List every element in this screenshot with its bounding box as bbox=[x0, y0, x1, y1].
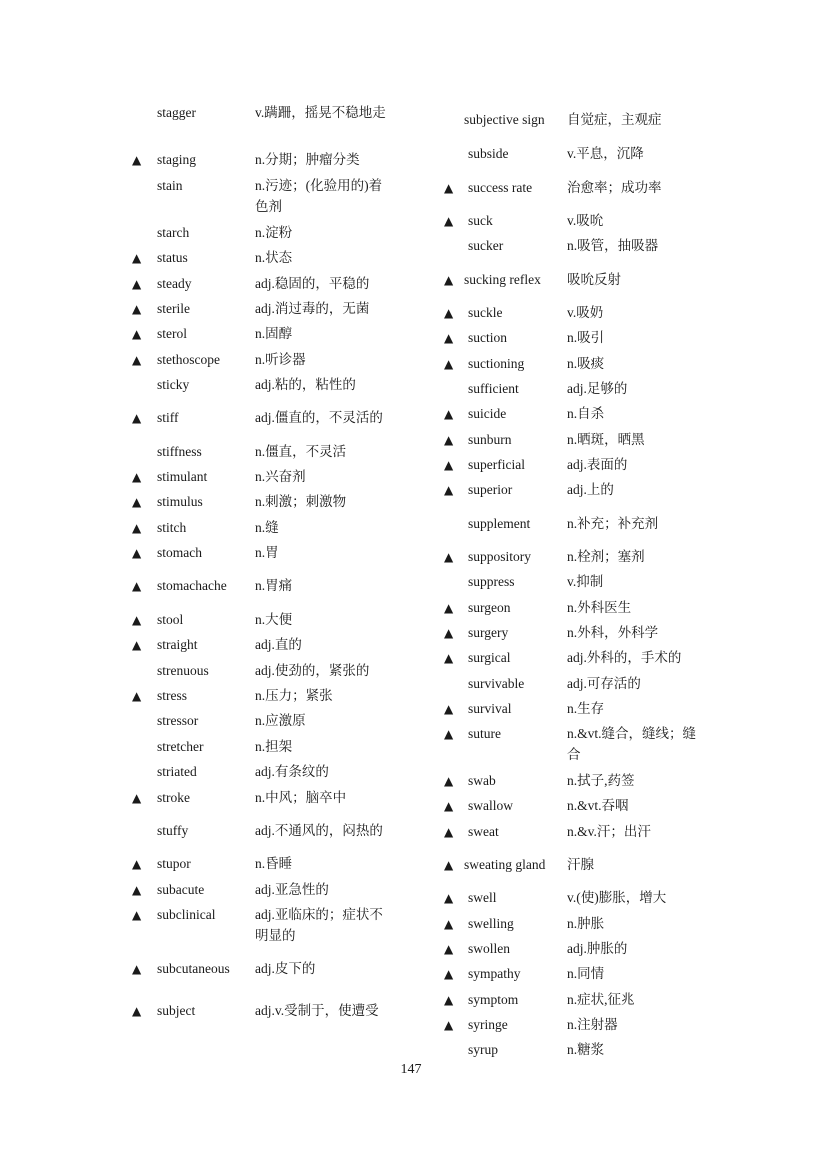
entry-term: stomach bbox=[157, 545, 202, 560]
entry-term: sufficient bbox=[468, 381, 519, 396]
triangle-marker-icon: ▲ bbox=[444, 181, 454, 195]
entry-definition: n.担架 bbox=[255, 739, 293, 754]
triangle-marker-icon: ▲ bbox=[132, 153, 142, 167]
triangle-marker-icon: ▲ bbox=[444, 483, 454, 497]
entry-definition: adj.可存活的 bbox=[567, 676, 641, 691]
entry-term: subjective sign bbox=[464, 112, 545, 127]
triangle-marker-icon: ▲ bbox=[132, 613, 142, 627]
entry-term: superior bbox=[468, 482, 513, 497]
entry-definition: v.吸吮 bbox=[567, 213, 604, 228]
triangle-marker-icon: ▲ bbox=[444, 458, 454, 472]
entry-definition: n.吸引 bbox=[567, 330, 605, 345]
entry-term: suppository bbox=[468, 549, 532, 564]
entry-definition: v.吸奶 bbox=[567, 305, 604, 320]
entry-term: stomachache bbox=[157, 578, 227, 593]
triangle-marker-icon: ▲ bbox=[132, 638, 142, 652]
entry-definition: n.&vt.缝合，缝线；缝合 bbox=[567, 726, 697, 762]
triangle-marker-icon: ▲ bbox=[132, 521, 142, 535]
entry-term: stiff bbox=[157, 410, 179, 425]
entry-term: sucking reflex bbox=[464, 272, 541, 287]
entry-definition: v.平息，沉降 bbox=[567, 146, 644, 161]
entry-term: swallow bbox=[468, 798, 513, 813]
entry-definition: adj.表面的 bbox=[567, 457, 628, 472]
entry-definition: adj.v.受制于，使遭受 bbox=[255, 1003, 379, 1018]
entry-definition: n.固醇 bbox=[255, 326, 293, 341]
triangle-marker-icon: ▲ bbox=[132, 546, 142, 560]
triangle-marker-icon: ▲ bbox=[132, 353, 142, 367]
entry-definition: n.外科医生 bbox=[567, 600, 632, 615]
triangle-marker-icon: ▲ bbox=[132, 1004, 142, 1018]
entry-definition: n.大便 bbox=[255, 612, 293, 627]
entry-definition: n.同情 bbox=[567, 966, 605, 981]
entry-definition: n.生存 bbox=[567, 701, 605, 716]
entry-term: sympathy bbox=[468, 966, 521, 981]
entry-definition: n.糖浆 bbox=[567, 1042, 605, 1057]
entry-term: strenuous bbox=[157, 663, 209, 678]
triangle-marker-icon: ▲ bbox=[132, 411, 142, 425]
entry-term: superficial bbox=[468, 457, 525, 472]
entry-term: sucker bbox=[468, 238, 504, 253]
triangle-marker-icon: ▲ bbox=[444, 825, 454, 839]
triangle-marker-icon: ▲ bbox=[444, 942, 454, 956]
entry-term: stupor bbox=[157, 856, 191, 871]
entry-term: stuffy bbox=[157, 823, 189, 838]
entry-term: survival bbox=[468, 701, 512, 716]
triangle-marker-icon: ▲ bbox=[444, 331, 454, 345]
triangle-marker-icon: ▲ bbox=[132, 883, 142, 897]
entry-term: swollen bbox=[468, 941, 510, 956]
entry-term: sticky bbox=[157, 377, 190, 392]
triangle-marker-icon: ▲ bbox=[132, 579, 142, 593]
entry-term: suppress bbox=[468, 574, 515, 589]
entry-definition: n.应激原 bbox=[255, 713, 306, 728]
entry-definition: n.中风；脑卒中 bbox=[255, 790, 347, 805]
entry-definition: n.肿胀 bbox=[567, 916, 605, 931]
entry-definition: 自觉症，主观症 bbox=[567, 112, 662, 127]
entry-term: suckle bbox=[468, 305, 503, 320]
entry-definition: n.昏睡 bbox=[255, 856, 293, 871]
triangle-marker-icon: ▲ bbox=[444, 774, 454, 788]
triangle-marker-icon: ▲ bbox=[132, 302, 142, 316]
triangle-marker-icon: ▲ bbox=[444, 306, 454, 320]
entry-term: swab bbox=[468, 773, 496, 788]
entry-definition: 汗腺 bbox=[567, 857, 594, 872]
entry-definition: adj.僵直的，不灵活的 bbox=[255, 410, 383, 425]
triangle-marker-icon: ▲ bbox=[444, 917, 454, 931]
entry-definition: n.&v.汗；出汗 bbox=[567, 824, 651, 839]
triangle-marker-icon: ▲ bbox=[444, 273, 454, 287]
entry-term: symptom bbox=[468, 992, 519, 1007]
entry-term: survivable bbox=[468, 676, 525, 691]
triangle-marker-icon: ▲ bbox=[444, 727, 454, 741]
entry-definition: n.压力；紧张 bbox=[255, 688, 333, 703]
entry-term: suction bbox=[468, 330, 507, 345]
triangle-marker-icon: ▲ bbox=[132, 962, 142, 976]
triangle-marker-icon: ▲ bbox=[444, 967, 454, 981]
triangle-marker-icon: ▲ bbox=[444, 433, 454, 447]
entry-definition: adj.直的 bbox=[255, 637, 302, 652]
entry-term: stain bbox=[157, 178, 183, 193]
entry-definition: n.注射器 bbox=[567, 1017, 618, 1032]
triangle-marker-icon: ▲ bbox=[444, 858, 454, 872]
triangle-marker-icon: ▲ bbox=[444, 702, 454, 716]
entry-term: subcutaneous bbox=[157, 961, 230, 976]
triangle-marker-icon: ▲ bbox=[132, 908, 142, 922]
entry-term: stethoscope bbox=[157, 352, 220, 367]
triangle-marker-icon: ▲ bbox=[132, 857, 142, 871]
entry-term: stool bbox=[157, 612, 184, 627]
entry-term: suctioning bbox=[468, 356, 525, 371]
entry-definition: adj.亚临床的；症状不明显的 bbox=[255, 907, 383, 943]
entry-definition: adj.使劲的，紧张的 bbox=[255, 663, 370, 678]
entry-definition: n.淀粉 bbox=[255, 225, 293, 240]
entry-term: starch bbox=[157, 225, 190, 240]
entry-definition: 吸吮反射 bbox=[567, 272, 621, 287]
triangle-marker-icon: ▲ bbox=[132, 327, 142, 341]
entry-term: stiffness bbox=[157, 444, 202, 459]
triangle-marker-icon: ▲ bbox=[132, 495, 142, 509]
entry-term: subacute bbox=[157, 882, 205, 897]
entry-definition: v.抑制 bbox=[567, 574, 604, 589]
entry-term: straight bbox=[157, 637, 198, 652]
triangle-marker-icon: ▲ bbox=[444, 891, 454, 905]
triangle-marker-icon: ▲ bbox=[444, 407, 454, 421]
entry-definition: n.吸痰 bbox=[567, 356, 605, 371]
entry-term: suicide bbox=[468, 406, 507, 421]
entry-definition: n.污迹；(化验用的)着色剂 bbox=[255, 178, 383, 214]
entry-term: stimulant bbox=[157, 469, 208, 484]
entry-definition: adj.亚急性的 bbox=[255, 882, 329, 897]
entry-definition: adj.消过毒的，无菌 bbox=[255, 301, 370, 316]
entry-definition: adj.上的 bbox=[567, 482, 614, 497]
entry-term: supplement bbox=[468, 516, 531, 531]
triangle-marker-icon: ▲ bbox=[444, 799, 454, 813]
entry-term: stress bbox=[157, 688, 187, 703]
entry-term: syringe bbox=[468, 1017, 508, 1032]
entry-term: sweating gland bbox=[464, 857, 546, 872]
page-number: 147 bbox=[400, 1062, 422, 1077]
entry-term: surgical bbox=[468, 650, 511, 665]
entry-definition: n.吸管，抽吸器 bbox=[567, 238, 659, 253]
triangle-marker-icon: ▲ bbox=[132, 470, 142, 484]
entry-definition: n.拭子,药签 bbox=[567, 773, 635, 788]
entry-definition: n.缝 bbox=[255, 520, 279, 535]
entry-definition: 治愈率；成功率 bbox=[567, 180, 662, 195]
entry-definition: v.蹒跚，摇晃不稳地走 bbox=[255, 105, 386, 120]
triangle-marker-icon: ▲ bbox=[132, 277, 142, 291]
entry-definition: adj.皮下的 bbox=[255, 961, 316, 976]
entry-term: suture bbox=[468, 726, 501, 741]
entry-term: sunburn bbox=[468, 432, 512, 447]
entry-definition: adj.有条纹的 bbox=[255, 764, 329, 779]
triangle-marker-icon: ▲ bbox=[444, 651, 454, 665]
entry-definition: n.分期；肿瘤分类 bbox=[255, 152, 360, 167]
entry-definition: adj.粘的，粘性的 bbox=[255, 377, 356, 392]
entry-term: swelling bbox=[468, 916, 514, 931]
triangle-marker-icon: ▲ bbox=[132, 791, 142, 805]
entry-definition: adj.足够的 bbox=[567, 381, 628, 396]
entry-term: staging bbox=[157, 152, 196, 167]
entry-term: sweat bbox=[468, 824, 499, 839]
triangle-marker-icon: ▲ bbox=[444, 550, 454, 564]
entry-definition: adj.肿胀的 bbox=[567, 941, 628, 956]
entry-definition: n.胃 bbox=[255, 545, 279, 560]
entry-term: stagger bbox=[157, 105, 196, 120]
entry-definition: n.补充；补充剂 bbox=[567, 516, 659, 531]
entry-definition: adj.不通风的，闷热的 bbox=[255, 823, 383, 838]
entry-term: suck bbox=[468, 213, 493, 228]
entry-definition: n.状态 bbox=[255, 250, 293, 265]
triangle-marker-icon: ▲ bbox=[132, 689, 142, 703]
entry-term: stitch bbox=[157, 520, 187, 535]
entry-term: stimulus bbox=[157, 494, 203, 509]
entry-definition: n.症状,征兆 bbox=[567, 992, 635, 1007]
entry-term: swell bbox=[468, 890, 497, 905]
entry-term: subclinical bbox=[157, 907, 216, 922]
entry-term: steady bbox=[157, 276, 192, 291]
entry-definition: n.兴奋剂 bbox=[255, 469, 306, 484]
triangle-marker-icon: ▲ bbox=[444, 357, 454, 371]
entry-definition: n.外科，外科学 bbox=[567, 625, 659, 640]
entry-term: syrup bbox=[468, 1042, 498, 1057]
entry-term: subject bbox=[157, 1003, 196, 1018]
triangle-marker-icon: ▲ bbox=[444, 626, 454, 640]
entry-definition: n.自杀 bbox=[567, 406, 605, 421]
entry-definition: adj.外科的，手术的 bbox=[567, 650, 682, 665]
entry-definition: n.晒斑，晒黑 bbox=[567, 432, 645, 447]
triangle-marker-icon: ▲ bbox=[132, 251, 142, 265]
entry-definition: n.&vt.吞咽 bbox=[567, 798, 629, 813]
entry-definition: n.胃痛 bbox=[255, 578, 293, 593]
triangle-marker-icon: ▲ bbox=[444, 214, 454, 228]
entry-term: striated bbox=[157, 764, 197, 779]
triangle-marker-icon: ▲ bbox=[444, 1018, 454, 1032]
entry-term: subside bbox=[468, 146, 509, 161]
entry-definition: adj.稳固的，平稳的 bbox=[255, 276, 370, 291]
triangle-marker-icon: ▲ bbox=[444, 993, 454, 1007]
entry-definition: n.栓剂；塞剂 bbox=[567, 549, 645, 564]
entry-term: stretcher bbox=[157, 739, 204, 754]
entry-term: surgeon bbox=[468, 600, 511, 615]
entry-term: sterol bbox=[157, 326, 187, 341]
entry-definition: n.听诊器 bbox=[255, 352, 306, 367]
entry-term: success rate bbox=[468, 180, 533, 195]
triangle-marker-icon: ▲ bbox=[444, 601, 454, 615]
entry-definition: v.(使)膨胀，增大 bbox=[567, 890, 667, 905]
entry-term: surgery bbox=[468, 625, 509, 640]
entry-term: stressor bbox=[157, 713, 199, 728]
entry-term: stroke bbox=[157, 790, 190, 805]
entry-term: sterile bbox=[157, 301, 190, 316]
entry-definition: n.僵直，不灵活 bbox=[255, 444, 347, 459]
entry-definition: n.刺激；刺激物 bbox=[255, 494, 347, 509]
entry-term: status bbox=[157, 250, 188, 265]
